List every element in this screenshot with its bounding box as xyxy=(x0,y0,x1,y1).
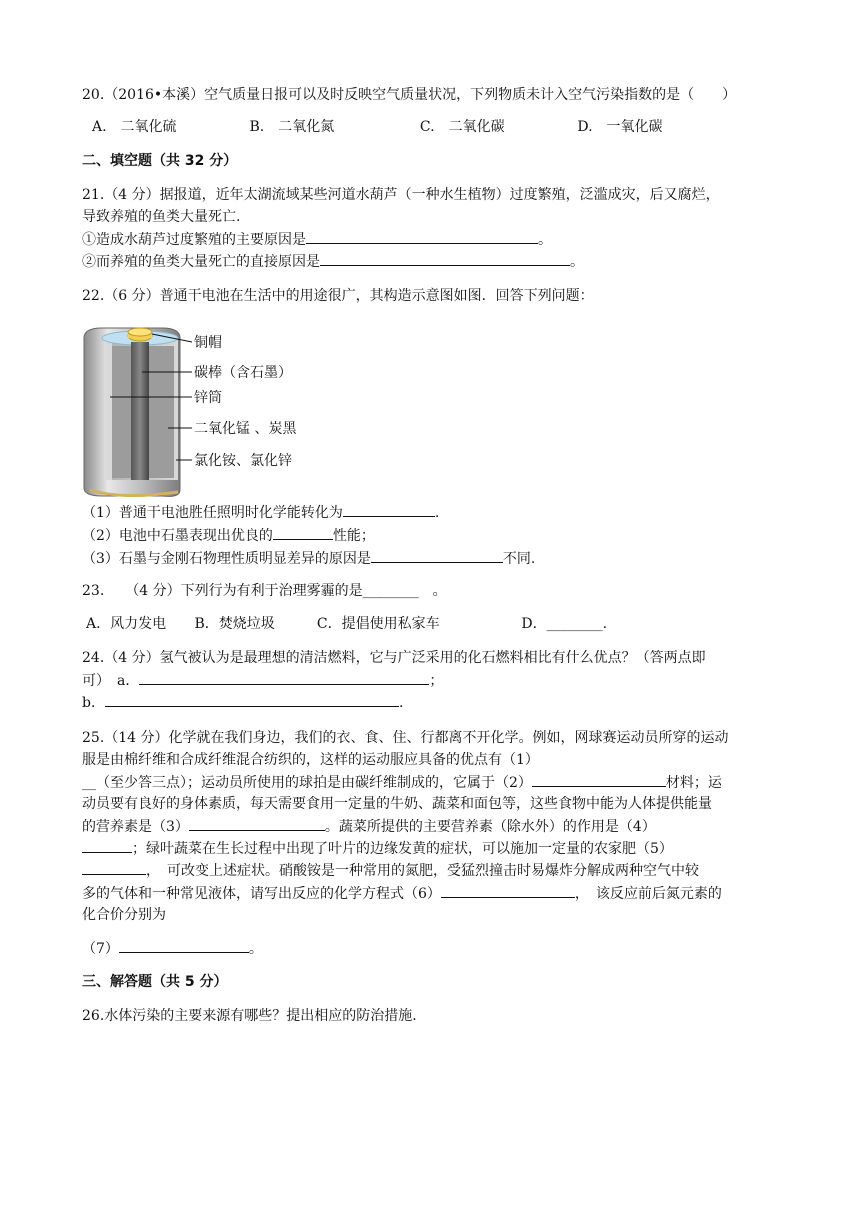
question-23-stem: 23. （4 分）下列行为有利于治理雾霾的是________ 。 xyxy=(82,583,447,599)
question-25-line9: 化合价分别为 xyxy=(82,907,166,923)
question-25-line6: ；绿叶蔬菜在生长过程中出现了叶片的边缘发黄的症状，可以施加一定量的农家肥（5） xyxy=(82,838,673,859)
answer-blank[interactable] xyxy=(343,502,435,517)
answer-blank-7[interactable] xyxy=(119,938,249,953)
option-a: A．风力发电 xyxy=(86,616,167,632)
answer-blank-a[interactable] xyxy=(139,670,429,685)
label-zinc-can: 锌筒 xyxy=(194,390,222,406)
option-b: B. 二氧化氮 xyxy=(249,119,335,135)
option-c: C．提倡使用私家车 xyxy=(316,616,440,632)
section-2-title: 二、填空题（共 32 分） xyxy=(82,153,238,169)
option-c: C. 二氧化碳 xyxy=(419,119,505,135)
answer-blank[interactable] xyxy=(273,525,333,540)
question-24-line2: 可） a． ； xyxy=(82,670,443,691)
label-ammonium-chloride: 氯化铵、氯化锌 xyxy=(194,453,292,469)
question-20-options xyxy=(92,117,663,137)
question-25-line2: 服是由棉纤维和合成纤维混合纺织的，这样的运动服应具备的优点有（1） xyxy=(82,752,539,768)
question-21-line1: 21.（4 分）据报道，近年太湖流域某些河道水葫芦（一种水生植物）过度繁殖，泛滥成灾，后又腐烂， xyxy=(82,187,720,203)
question-25-line5: 的营养素是（3） 。蔬菜所提供的主要营养素（除水外）的作用是（4） xyxy=(82,816,656,837)
question-20-stem: 20.（2016•本溪）空气质量日报可以及时反映空气质量状况，下列物质未计入空气污染指数的是（ ） xyxy=(82,87,737,103)
answer-blank[interactable] xyxy=(320,251,570,266)
option-d: D. 一氧化碳 xyxy=(577,119,663,135)
question-22-part1: （1）普通干电池胜任照明时化学能转化为 . xyxy=(82,502,439,523)
question-25-line7: ， 可改变上述症状。硝酸铵是一种常用的氮肥，受猛烈撞击时易爆炸分解成两种空气中较 xyxy=(82,860,699,881)
question-25-line10: （7） 。 xyxy=(82,938,263,959)
answer-blank[interactable] xyxy=(371,548,503,563)
answer-blank-6[interactable] xyxy=(441,883,575,898)
label-copper-cap: 铜帽 xyxy=(194,335,222,351)
question-26-stem: 26.水体污染的主要来源有哪些？提出相应的防治措施. xyxy=(82,1008,417,1024)
question-24-line3: b． . xyxy=(82,692,403,713)
question-22-stem: 22.（6 分）普通干电池在生活中的用途很广，其构造示意图如图．回答下列问题： xyxy=(82,288,594,304)
dry-battery-diagram xyxy=(82,324,332,500)
label-carbon-rod: 碳棒（含石墨） xyxy=(194,365,292,381)
section-3-title: 三、解答题（共 5 分） xyxy=(82,974,228,990)
answer-blank-b[interactable] xyxy=(105,692,399,707)
answer-blank-3[interactable] xyxy=(189,816,325,831)
question-24-line1: 24.（4 分）氢气被认为是最理想的清洁燃料，它与广泛采用的化石燃料相比有什么优点？（答两点即 xyxy=(82,650,706,666)
question-23-options xyxy=(86,614,607,634)
option-a: A. 二氧化硫 xyxy=(92,119,177,135)
question-21-item2: ②而养殖的鱼类大量死亡的直接原因是 。 xyxy=(82,251,584,272)
question-25-line1: 25.（14 分）化学就在我们身边，我们的衣、食、住、行都离不开化学。例如，网球赛运动员所穿的运动 xyxy=(82,730,729,746)
question-25-line4: 动员要有良好的身体素质，每天需要食用一定量的牛奶、蔬菜和面包等，这些食物中能为人体提供能量 xyxy=(82,796,712,812)
question-21-line2: 导致养殖的鱼类大量死亡. xyxy=(82,209,241,225)
question-25-line3: __（至少答三点）；运动员所使用的球拍是由碳纤维制成的，它属于（2） 材料；运 xyxy=(82,772,722,793)
question-21-item1: ①造成水葫芦过度繁殖的主要原因是 。 xyxy=(82,229,552,250)
option-d: D．________. xyxy=(521,616,608,632)
answer-blank-5[interactable] xyxy=(82,860,146,875)
option-b: B．焚烧垃圾 xyxy=(194,616,275,632)
label-manganese-dioxide: 二氧化锰 、炭黑 xyxy=(194,421,297,437)
answer-blank[interactable] xyxy=(306,229,538,244)
question-22-part2: （2）电池中石墨表现出优良的 性能； xyxy=(82,525,375,546)
question-25-line8: 多的气体和一种常见液体，请写出反应的化学方程式（6） ， 该反应前后氮元素的 xyxy=(82,883,722,904)
answer-blank-4[interactable] xyxy=(82,838,132,853)
answer-blank-2[interactable] xyxy=(532,772,666,787)
question-22-part3: （3）石墨与金刚石物理性质明显差异的原因是 不同. xyxy=(82,548,535,569)
